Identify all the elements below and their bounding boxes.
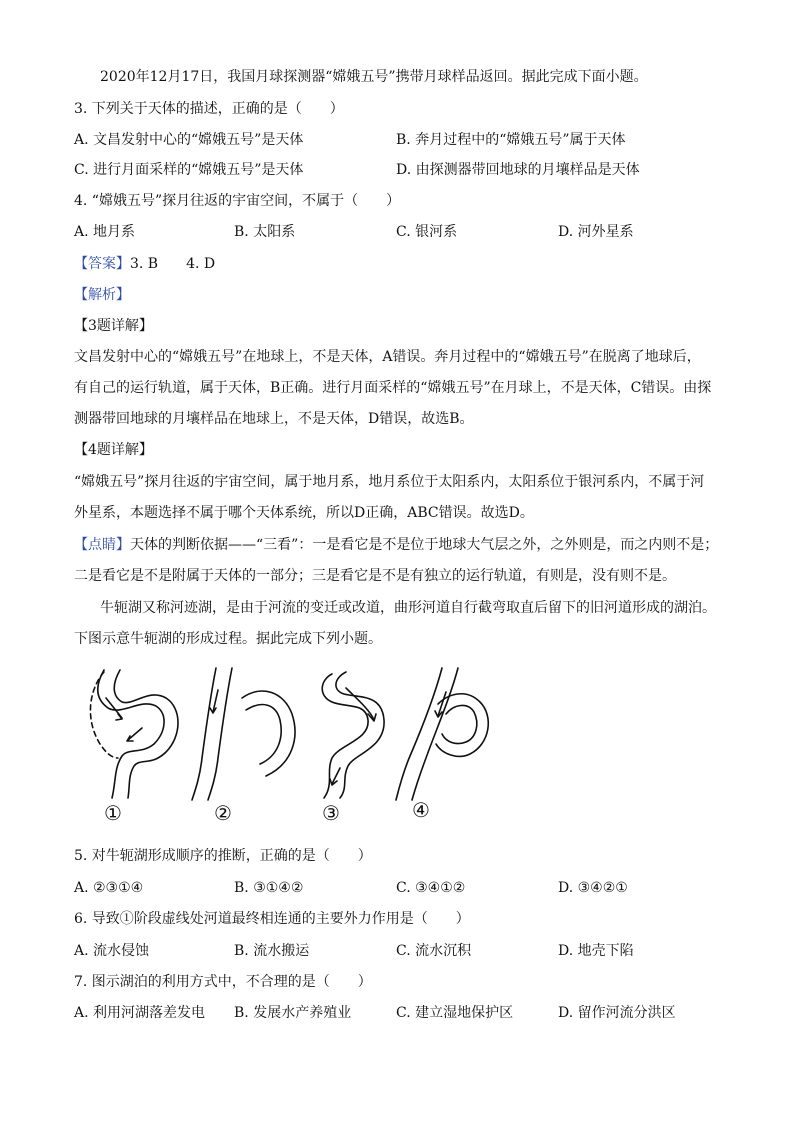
q3-option-c: C. 进行月面采样的“嫦娥五号”是天体 xyxy=(74,162,304,178)
stage-1-diagram xyxy=(90,670,178,798)
q5-option-a: A. ②③①④ xyxy=(74,880,144,896)
d3-label: 【3题详解】 xyxy=(74,318,153,334)
stage-2-diagram xyxy=(192,668,295,800)
q4-option-c: C. 银河系 xyxy=(396,224,458,240)
q6-option-a: A. 流水侵蚀 xyxy=(74,943,150,959)
q7-option-c: C. 建立湿地保护区 xyxy=(396,1005,514,1021)
d4-line-2: 外星系，本题选择不属于哪个天体系统，所以D正确，ABC错误。故选D。 xyxy=(74,505,534,521)
tip-label: 【点睛】 xyxy=(74,537,130,553)
q6-option-c: C. 流水沉积 xyxy=(396,943,472,959)
figure-label-2: ② xyxy=(214,801,232,825)
q7-option-a: A. 利用河湖落差发电 xyxy=(74,1005,206,1021)
answer-label: 【答案】 xyxy=(74,256,130,272)
q5-option-d: D. ③④②① xyxy=(558,880,628,896)
figure-label-4: ④ xyxy=(412,798,430,822)
q3-stem: 3. 下列关于天体的描述，正确的是（ ） xyxy=(74,101,344,117)
q4-option-a: A. 地月系 xyxy=(74,224,136,240)
q7-option-b: B. 发展水产养殖业 xyxy=(234,1005,352,1021)
d3-line-3: 测器带回地球的月壤样品在地球上，不是天体，D错误，故选B。 xyxy=(74,411,474,427)
q5-option-c: C. ③④①② xyxy=(396,880,466,896)
q7-stem: 7. 图示湖泊的利用方式中，不合理的是（ ） xyxy=(74,974,372,990)
q7-option-d: D. 留作河流分洪区 xyxy=(558,1005,676,1021)
analysis-label: 【解析】 xyxy=(74,287,130,303)
intro2-line-1: 牛轭湖又称河迹湖，是由于河流的变迁或改道，曲形河道自行截弯取直后留下的旧河道形成的湖泊。 xyxy=(100,600,716,616)
figure-label-3: ③ xyxy=(322,801,340,825)
q6-option-b: B. 流水搬运 xyxy=(234,943,310,959)
intro2-line-2: 下图示意牛轭湖的形成过程。据此完成下列小题。 xyxy=(74,631,382,647)
q5-option-b: B. ③①④② xyxy=(234,880,304,896)
d4-line-1: “嫦娥五号”探月往返的宇宙空间，属于地月系，地月系位于太阳系内，太阳系位于银河系内，不属于河 xyxy=(74,474,705,490)
q6-stem: 6. 导致①阶段虚线处河道最终相连通的主要外力作用是（ ） xyxy=(74,911,470,927)
d4-label: 【4题详解】 xyxy=(74,442,153,458)
q3-option-d: D. 由探测器带回地球的月壤样品是天体 xyxy=(396,162,640,178)
oxbow-lake-figure xyxy=(70,658,510,808)
q4-stem: 4. “嫦娥五号”探月往返的宇宙空间，不属于（ ） xyxy=(74,193,401,209)
tip-text-1: 天体的判断依据——“三看”：一是看它是不是位于地球大气层之外，之外则是，而之内则不是； xyxy=(130,537,719,553)
q3-option-b: B. 奔月过程中的“嫦娥五号”属于天体 xyxy=(396,132,626,148)
d3-line-1: 文昌发射中心的“嫦娥五号”在地球上，不是天体，A错误。奔月过程中的“嫦娥五号”在脱离了地球后， xyxy=(74,349,701,365)
tip-line-1 xyxy=(74,535,718,555)
tip-line-2: 二是看它是不是附属于天体的一部分；三是看它是不是有独立的运行轨道，有则是，没有则不是。 xyxy=(74,568,676,584)
q4-option-d: D. 河外星系 xyxy=(558,224,634,240)
q4-option-b: B. 太阳系 xyxy=(234,224,296,240)
answer-line xyxy=(74,254,215,274)
q5-stem: 5. 对牛轭湖形成顺序的推断，正确的是（ ） xyxy=(74,848,372,864)
d3-line-2: 有自己的运行轨道，属于天体，B正确。进行月面采样的“嫦娥五号”在月球上，不是天体，C错误。由探 xyxy=(74,380,712,396)
stage-3-diagram xyxy=(322,672,384,798)
answer-text: 3. B 4. D xyxy=(130,256,216,272)
q6-option-d: D. 地壳下陷 xyxy=(558,943,634,959)
stage-4-diagram xyxy=(396,668,488,800)
q3-option-a: A. 文昌发射中心的“嫦娥五号”是天体 xyxy=(74,132,304,148)
intro-text-1: 2020年12月17日，我国月球探测器“嫦娥五号”携带月球样品返回。据此完成下面小题。 xyxy=(100,69,648,85)
figure-label-1: ① xyxy=(104,801,122,825)
